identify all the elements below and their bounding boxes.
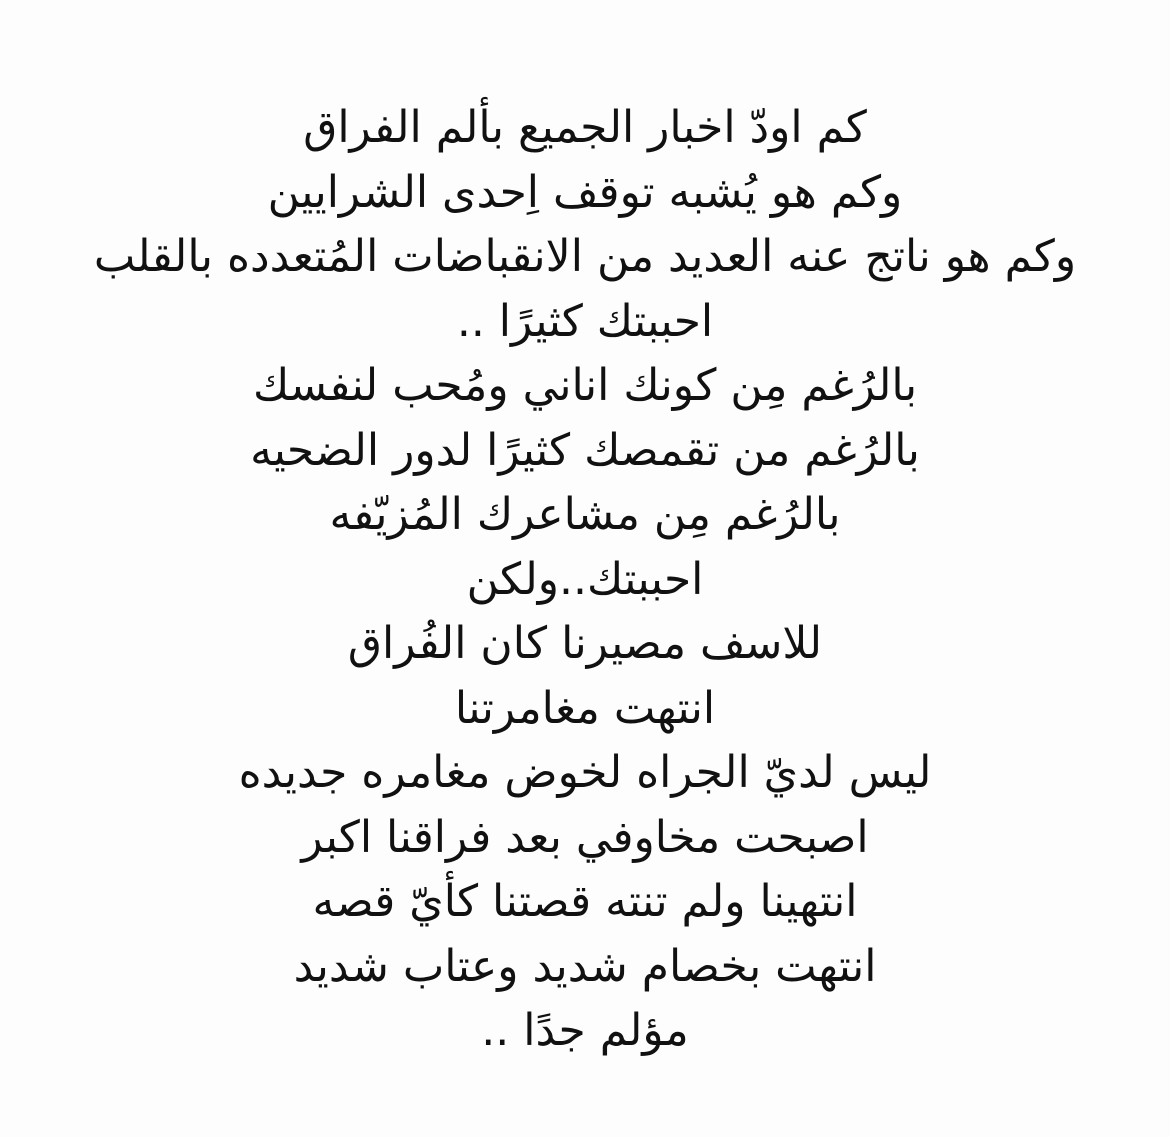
poem-line: انتهينا ولم تنته قصتنا كأيّ قصه [312,876,858,927]
poem-line: احببتك كثيرًا .. [456,295,714,347]
poem-line: وكم هو ناتج عنه العديد من الانقباضات المُتعدده بالقلب [93,231,1077,282]
poem-line: اصبحت مخاوفي بعد فراقنا اكبر [301,811,869,863]
poem-line: انتهت مغامرتنا [454,682,716,734]
poem-line: بالرُغم مِن مشاعرك المُزيّفه [329,489,841,540]
poem-line: بالرُغم من تقمصك كثيرًا لدور الضحيه [250,424,920,476]
poem-line: احببتك..ولكن [466,553,704,605]
poem-line: مؤلم جدًا .. [481,1005,689,1056]
poem-line: بالرُغم مِن كونك اناني ومُحب لنفسك [252,360,918,411]
poem-line: للاسف مصيرنا كان الفُراق [347,618,823,669]
poem-text-block [0,96,1170,1064]
poem-line: ليس لديّ الجراه لخوض مغامره جديده [238,747,932,798]
poem-line: انتهت بخصام شديد وعتاب شديد [293,940,877,992]
poem-line: وكم هو يُشبه توقف اِحدى الشرايين [267,166,903,218]
poem-line: كم اودّ اخبار الجميع بألم الفراق [303,102,867,153]
